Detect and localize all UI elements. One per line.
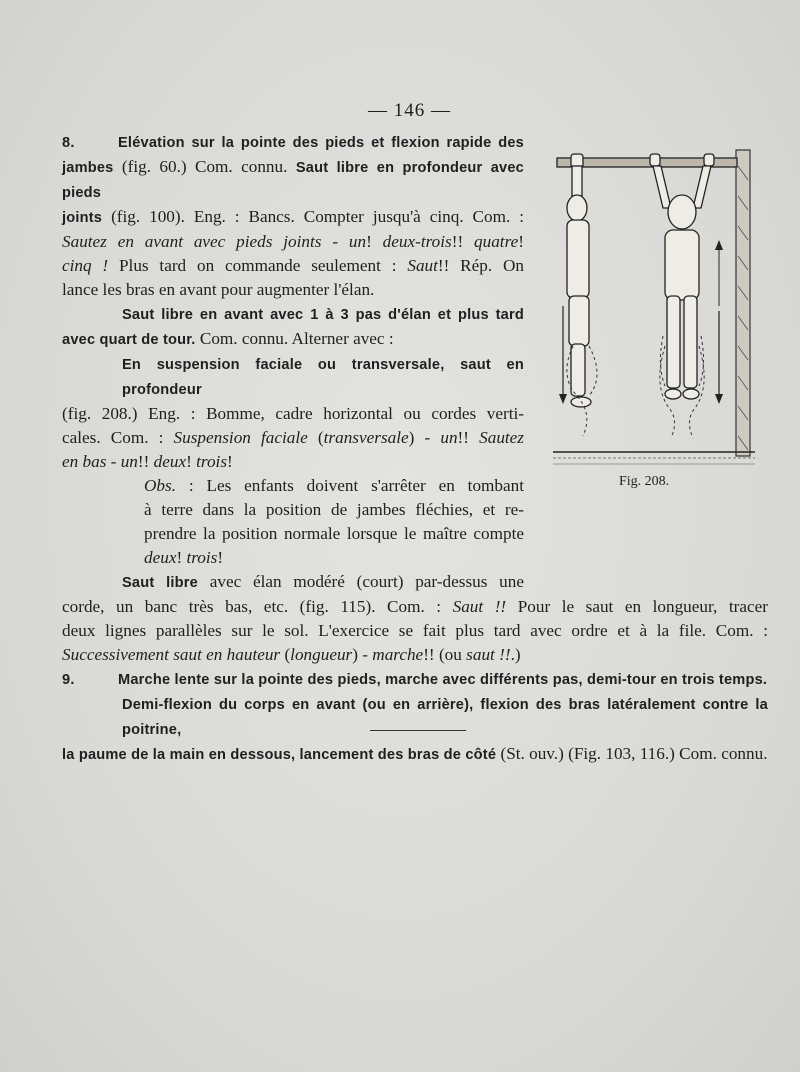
- s8-line-2: jambes (fig. 60.) Com. connu. Saut libre en profondeur avec pieds: [62, 157, 524, 201]
- s8-line-19: deux lignes parallèles sur le sol. L'exercice se fait plus tard avec ordre et à la file. Com. :: [62, 621, 768, 640]
- s8-line-20: Successivement saut en hauteur (longueur) - marche!! (ou saut !!.): [62, 645, 521, 664]
- s9-line-3: la paume de la main en dessous, lancement des bras de côté (St. ouv.) (Fig. 103, 116.) Com. connu.: [62, 744, 768, 763]
- body-text: [62, 130, 768, 767]
- s8-line-3: joints (fig. 100). Eng. : Bancs. Compter jusqu'à cinq. Com. :: [62, 207, 524, 226]
- s8-line-1: 8. Elévation sur la pointe des pieds et flexion rapide des: [62, 130, 524, 155]
- s9-line-1: 9. Marche lente sur la pointe des pieds, marche avec différents pas, demi-tour en trois temps.: [62, 667, 768, 692]
- s8-line-13: Obs. : Les enfants doivent s'arrêter en tombant: [144, 476, 524, 495]
- figure-caption: Fig. 208.: [619, 474, 670, 489]
- section-number: 9.: [62, 672, 75, 688]
- s8-line-17: Saut libre avec élan modéré (court) par-dessus une: [122, 572, 524, 591]
- page-number: — 146 —: [368, 100, 451, 121]
- s8-line-7: Saut libre en avant avec 1 à 3 pas d'élan et plus tard: [122, 307, 524, 323]
- s9-line-2: Demi-flexion du corps en avant (ou en arrière), flexion des bras latéralement contre la poitrine,: [122, 697, 768, 738]
- s8-line-18: corde, un banc très bas, etc. (fig. 115). Com. : Saut !! Pour le saut en longueur, tracer: [62, 597, 768, 616]
- section-number: 8.: [62, 135, 75, 151]
- s8-line-8: avec quart de tour. Com. connu. Alterner avec :: [62, 329, 394, 348]
- s8-line-10: (fig. 208.) Eng. : Bomme, cadre horizontal ou cordes verti-: [62, 404, 524, 423]
- s8-line-6: lance les bras en avant pour augmenter l'élan.: [62, 280, 375, 299]
- s8-line-14: à terre dans la position de jambes fléchies, et re-: [144, 500, 524, 519]
- section-divider: [370, 730, 466, 731]
- s8-line-15: prendre la position normale lorsque le maître compte: [144, 524, 524, 543]
- s8-line-11: cales. Com. : Suspension faciale (transversale) - un!! Sautez: [62, 428, 524, 447]
- s8-line-4: Sautez en avant avec pieds joints - un! deux-trois!! quatre!: [62, 232, 524, 251]
- s8-line-16: deux! trois!: [144, 548, 224, 567]
- s8-line-12: en bas - un!! deux! trois!: [62, 452, 233, 471]
- s8-line-9: En suspension faciale ou transversale, saut en profondeur: [122, 357, 524, 398]
- s8-line-5: cinq ! Plus tard on commande seulement : Saut!! Rép. On: [62, 256, 524, 275]
